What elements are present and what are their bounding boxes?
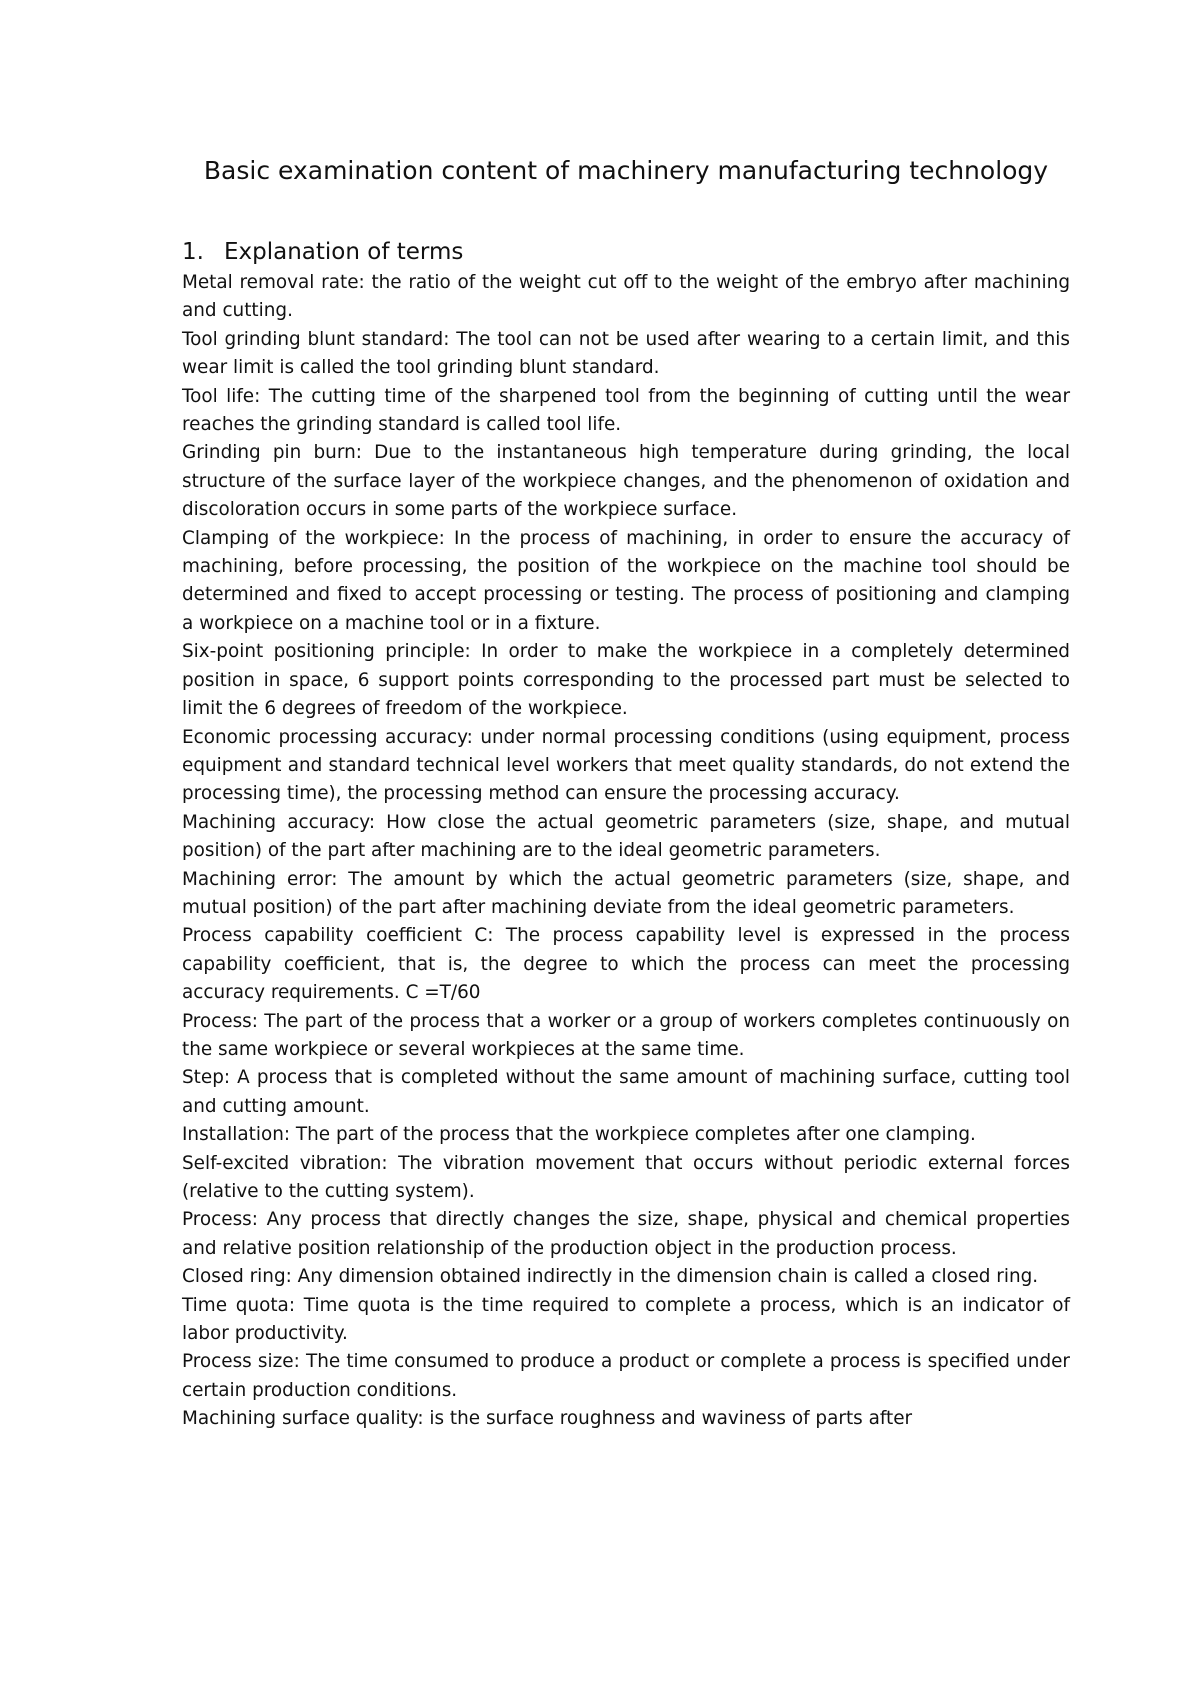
terms-list bbox=[182, 269, 1070, 1434]
term-step: Step: A process that is completed without the same amount of machining surface, cutting tool and cutting amount. bbox=[182, 1067, 1070, 1117]
term-economic-processing-accuracy: Economic processing accuracy: under normal processing conditions (using equipment, process equipment and standard technical level workers that meet quality standards, do not extend the processing time), the processing method can ensure the processing accuracy. bbox=[182, 726, 1070, 805]
term-machining-surface-quality: Machining surface quality: is the surface roughness and waviness of parts after bbox=[182, 1408, 913, 1430]
term-tool-life: Tool life: The cutting time of the sharpened tool from the beginning of cutting until the wear reaches the grinding standard is called tool life. bbox=[182, 385, 1070, 436]
section-title: Explanation of terms bbox=[224, 239, 464, 265]
term-six-point-positioning-principle: Six-point positioning principle: In order to make the workpiece in a completely determined position in space, 6 support points corresponding to the processed part must be selected to limit the 6 degrees of freedom of the workpiece. bbox=[182, 641, 1070, 720]
section-number: 1. bbox=[182, 239, 204, 265]
term-clamping-of-workpiece: Clamping of the workpiece: In the process of machining, in order to ensure the accuracy of machining, before processing, the position of the workpiece on the machine tool should be determined and fixed to accept processing or testing. The process of positioning and clamping a workpiece on a machine tool or in a fixture. bbox=[182, 527, 1070, 634]
term-grinding-pin-burn: Grinding pin burn: Due to the instantaneous high temperature during grinding, the local structure of the surface layer of the workpiece changes, and the phenomenon of oxidation and discoloration occurs in some parts of the workpiece surface. bbox=[182, 442, 1070, 521]
term-process-capability-coefficient: Process capability coefficient C: The process capability level is expressed in the process capability coefficient, that is, the degree to which the process can meet the processing accuracy requirements. C =T/60 bbox=[182, 925, 1070, 1004]
term-machining-accuracy: Machining accuracy: How close the actual geometric parameters (size, shape, and mutual position) of the part after machining are to the ideal geometric parameters. bbox=[182, 811, 1070, 862]
term-metal-removal-rate: Metal removal rate: the ratio of the weight cut off to the weight of the embryo after machining and cutting. bbox=[182, 272, 1070, 322]
term-closed-ring: Closed ring: Any dimension obtained indirectly in the dimension chain is called a closed ring. bbox=[182, 1266, 1039, 1288]
term-machining-error: Machining error: The amount by which the actual geometric parameters (size, shape, and mutual position) of the part after machining deviate from the ideal geometric parameters. bbox=[182, 868, 1070, 918]
term-process-worker: Process: The part of the process that a worker or a group of workers completes continuously on the same workpiece or several workpieces at the same time. bbox=[182, 1010, 1070, 1060]
term-process-production: Process: Any process that directly changes the size, shape, physical and chemical properties and relative position relationship of the production object in the production process. bbox=[182, 1209, 1070, 1259]
term-time-quota: Time quota: Time quota is the time required to complete a process, which is an indicator of labor productivity. bbox=[182, 1294, 1070, 1345]
term-tool-grinding-blunt-standard: Tool grinding blunt standard: The tool can not be used after wearing to a certain limit, and this wear limit is called the tool grinding blunt standard. bbox=[182, 328, 1070, 379]
term-self-excited-vibration: Self-excited vibration: The vibration movement that occurs without periodic external forces (relative to the cutting system). bbox=[182, 1152, 1070, 1202]
document-title: Basic examination content of machinery manufacturing technology bbox=[203, 156, 1049, 185]
term-process-size: Process size: The time consumed to produce a product or complete a process is specified under certain production conditions. bbox=[182, 1351, 1070, 1401]
section-heading bbox=[182, 237, 1070, 267]
term-installation: Installation: The part of the process that the workpiece completes after one clamping. bbox=[182, 1124, 976, 1146]
